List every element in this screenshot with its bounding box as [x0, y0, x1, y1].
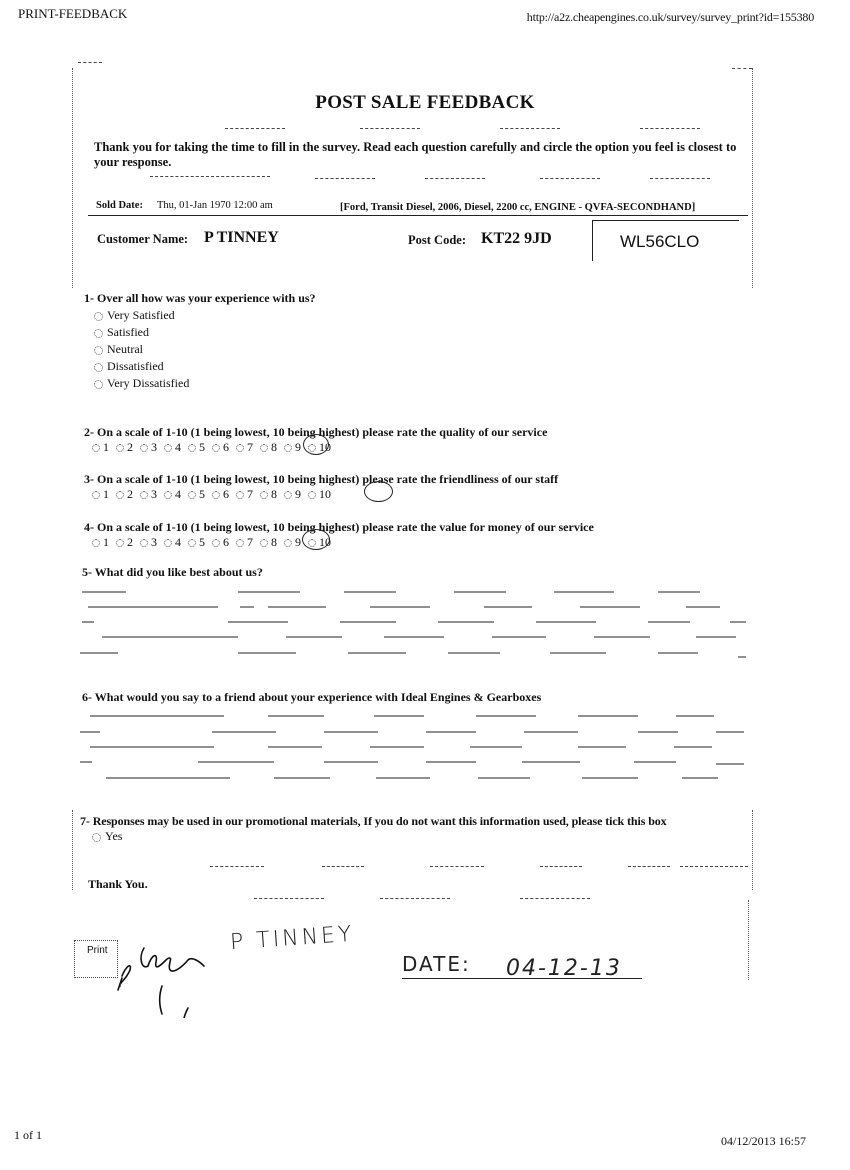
radio-icon[interactable]	[140, 539, 148, 547]
radio-icon[interactable]	[94, 346, 103, 355]
q6-answer-lines[interactable]	[78, 710, 758, 785]
scale-label: 4	[175, 487, 181, 501]
scale-label: 1	[103, 440, 109, 454]
scale-label: 9	[295, 487, 301, 501]
q2-answer-circle	[303, 434, 329, 455]
option-label: Very Dissatisfied	[107, 376, 190, 390]
scale-option[interactable]	[164, 440, 188, 455]
radio-icon[interactable]	[140, 444, 148, 452]
sold-date-value: Thu, 01-Jan 1970 12:00 am	[157, 200, 273, 211]
q2-scale	[92, 440, 332, 455]
scale-option[interactable]	[236, 535, 260, 550]
frame-dash	[150, 176, 270, 177]
scale-label: 7	[247, 487, 253, 501]
q4-answer-circle	[302, 529, 330, 550]
radio-icon[interactable]	[92, 491, 100, 499]
radio-icon[interactable]	[212, 539, 220, 547]
question-3: 3- On a scale of 1-10 (1 being lowest, 10 being highest) please rate the friendliness of our staff	[84, 472, 559, 486]
form-intro: Thank you for taking the time to fill in the survey. Read each question carefully and circle the option you feel is closest to your response.	[94, 140, 737, 169]
scale-option[interactable]	[92, 535, 116, 550]
radio-icon[interactable]	[164, 491, 172, 499]
q4-scale	[92, 535, 332, 550]
scale-label: 1	[103, 487, 109, 501]
radio-icon[interactable]	[164, 444, 172, 452]
scale-option[interactable]	[260, 535, 284, 550]
scale-label: 6	[223, 440, 229, 454]
scale-option[interactable]	[236, 487, 260, 502]
thank-you-text: Thank You.	[88, 877, 148, 891]
scale-label: 8	[271, 535, 277, 549]
scale-label: 4	[175, 535, 181, 549]
frame-dash	[380, 898, 450, 899]
scale-label: 10	[319, 535, 331, 549]
option-label: Dissatisfied	[107, 359, 164, 373]
form-title: POST SALE FEEDBACK	[315, 92, 535, 113]
frame-dash	[360, 128, 420, 129]
scale-label: 10	[319, 440, 331, 454]
sold-date-label: Sold Date:	[96, 200, 143, 211]
radio-icon[interactable]	[260, 539, 268, 547]
option-label: Yes	[105, 829, 123, 843]
page-header-title: PRINT-FEEDBACK	[18, 6, 128, 21]
q1-option[interactable]	[94, 308, 175, 323]
frame-right-mid	[752, 810, 753, 890]
scale-label: 8	[271, 487, 277, 501]
radio-icon[interactable]	[94, 363, 103, 372]
question-5: 5- What did you like best about us?	[82, 565, 263, 579]
scale-option[interactable]	[212, 487, 236, 502]
scale-label: 2	[127, 535, 133, 549]
radio-icon[interactable]	[284, 539, 292, 547]
vehicle-info: [Ford, Transit Diesel, 2006, Diesel, 2200 cc, ENGINE - QVFA-SECONDHAND]	[340, 202, 696, 213]
scale-option[interactable]	[260, 440, 284, 455]
radio-icon[interactable]	[260, 444, 268, 452]
scale-option[interactable]	[116, 487, 140, 502]
scale-option[interactable]	[116, 440, 140, 455]
frame-dash	[520, 898, 590, 899]
scale-option[interactable]	[188, 535, 212, 550]
frame-dash	[430, 866, 484, 867]
frame-dash	[650, 178, 710, 179]
q5-answer-lines[interactable]	[78, 585, 758, 665]
scale-label: 10	[319, 487, 331, 501]
question-7: 7- Responses may be used in our promotional materials, If you do not want this information used, please tick this box	[80, 814, 667, 828]
radio-icon[interactable]	[188, 444, 196, 452]
registration-value: WL56CLO	[620, 232, 700, 251]
radio-icon[interactable]	[212, 444, 220, 452]
scale-option[interactable]	[284, 487, 308, 502]
radio-icon[interactable]	[236, 491, 244, 499]
scale-label: 7	[247, 440, 253, 454]
radio-icon[interactable]	[116, 444, 124, 452]
scale-option[interactable]	[140, 487, 164, 502]
scale-option[interactable]	[140, 440, 164, 455]
frame-dash	[78, 62, 102, 63]
question-1: 1- Over all how was your experience with us?	[84, 291, 316, 305]
scale-label: 6	[223, 535, 229, 549]
frame-dash	[540, 178, 600, 179]
frame-dash	[210, 866, 264, 867]
scale-option[interactable]	[308, 487, 332, 502]
scale-label: 6	[223, 487, 229, 501]
option-label: Satisfied	[107, 325, 149, 339]
scale-label: 5	[199, 487, 205, 501]
q1-option[interactable]	[94, 376, 189, 391]
q3-scale	[92, 487, 332, 502]
scale-option[interactable]	[92, 440, 116, 455]
radio-icon[interactable]	[92, 444, 100, 452]
radio-icon[interactable]	[94, 380, 103, 389]
scale-label: 1	[103, 535, 109, 549]
scale-label: 5	[199, 440, 205, 454]
date-underline	[402, 978, 642, 979]
frame-dash	[628, 866, 670, 867]
radio-icon[interactable]	[236, 539, 244, 547]
scale-label: 3	[151, 440, 157, 454]
option-label: Neutral	[107, 342, 143, 356]
scale-label: 4	[175, 440, 181, 454]
scale-option[interactable]	[164, 487, 188, 502]
radio-icon[interactable]	[140, 491, 148, 499]
radio-icon[interactable]	[284, 491, 292, 499]
scale-label: 8	[271, 440, 277, 454]
scale-label: 9	[295, 535, 301, 549]
frame-dash	[732, 68, 752, 69]
radio-icon[interactable]	[188, 539, 196, 547]
frame-dash	[322, 866, 364, 867]
q3-answer-circle	[364, 481, 393, 502]
question-2: 2- On a scale of 1-10 (1 being lowest, 10 being highest) please rate the quality of our service	[84, 425, 548, 439]
frame-dash	[680, 866, 748, 867]
frame-dash	[425, 178, 485, 179]
frame-right-bottom	[748, 900, 749, 980]
scale-option[interactable]	[188, 440, 212, 455]
handwritten-name: P TINNEY	[229, 921, 356, 956]
frame-dash	[225, 128, 285, 129]
radio-icon[interactable]	[92, 539, 100, 547]
scale-label: 3	[151, 487, 157, 501]
handwritten-date-value: 04-12-13	[506, 956, 622, 981]
scale-label: 3	[151, 535, 157, 549]
scale-label: 2	[127, 440, 133, 454]
postcode-value: KT22 9JD	[481, 230, 552, 247]
print-timestamp: 04/12/2013 16:57	[720, 1134, 806, 1148]
scale-option[interactable]	[212, 535, 236, 550]
frame-left-mid	[72, 810, 73, 890]
postcode-label: Post Code:	[408, 233, 466, 247]
customer-name-value: P TINNEY	[204, 229, 279, 246]
radio-icon[interactable]	[188, 491, 196, 499]
scale-option[interactable]	[260, 487, 284, 502]
scale-option[interactable]	[92, 487, 116, 502]
scale-option[interactable]	[164, 535, 188, 550]
scale-label: 2	[127, 487, 133, 501]
frame-dash	[640, 128, 700, 129]
scale-label: 9	[295, 440, 301, 454]
radio-icon[interactable]	[260, 491, 268, 499]
frame-dash	[540, 866, 582, 867]
scale-label: 5	[199, 535, 205, 549]
q7-opt-out-checkbox[interactable]	[92, 829, 122, 844]
radio-icon[interactable]	[94, 312, 103, 321]
radio-icon[interactable]	[212, 491, 220, 499]
option-label: Very Satisfied	[107, 308, 175, 322]
print-label: Print	[87, 945, 108, 956]
radio-icon[interactable]	[116, 539, 124, 547]
scale-option[interactable]	[140, 535, 164, 550]
question-4: 4- On a scale of 1-10 (1 being lowest, 10 being highest) please rate the value for money of our service	[84, 520, 594, 534]
scale-option[interactable]	[116, 535, 140, 550]
radio-icon[interactable]	[308, 491, 316, 499]
scale-label: 7	[247, 535, 253, 549]
frame-dash	[254, 898, 324, 899]
frame-dash	[500, 128, 560, 129]
handwritten-date-label: DATE:	[402, 952, 471, 976]
question-6: 6- What would you say to a friend about your experience with Ideal Engines & Gearboxes	[82, 690, 542, 704]
radio-icon[interactable]	[94, 329, 103, 338]
scale-option[interactable]	[236, 440, 260, 455]
page-url: http://a2z.cheapengines.co.uk/survey/survey_print?id=155380	[526, 10, 814, 24]
q1-option[interactable]	[94, 359, 164, 374]
customer-name-label: Customer Name:	[97, 232, 189, 246]
radio-icon[interactable]	[116, 491, 124, 499]
sold-date-rule	[88, 215, 748, 216]
q1-option[interactable]	[94, 325, 149, 340]
checkbox-icon[interactable]	[92, 833, 101, 842]
radio-icon[interactable]	[236, 444, 244, 452]
radio-icon[interactable]	[284, 444, 292, 452]
q1-option[interactable]	[94, 342, 143, 357]
radio-icon[interactable]	[164, 539, 172, 547]
frame-dash	[315, 178, 375, 179]
scale-option[interactable]	[188, 487, 212, 502]
page-count: 1 of 1	[14, 1128, 42, 1142]
scale-option[interactable]	[212, 440, 236, 455]
